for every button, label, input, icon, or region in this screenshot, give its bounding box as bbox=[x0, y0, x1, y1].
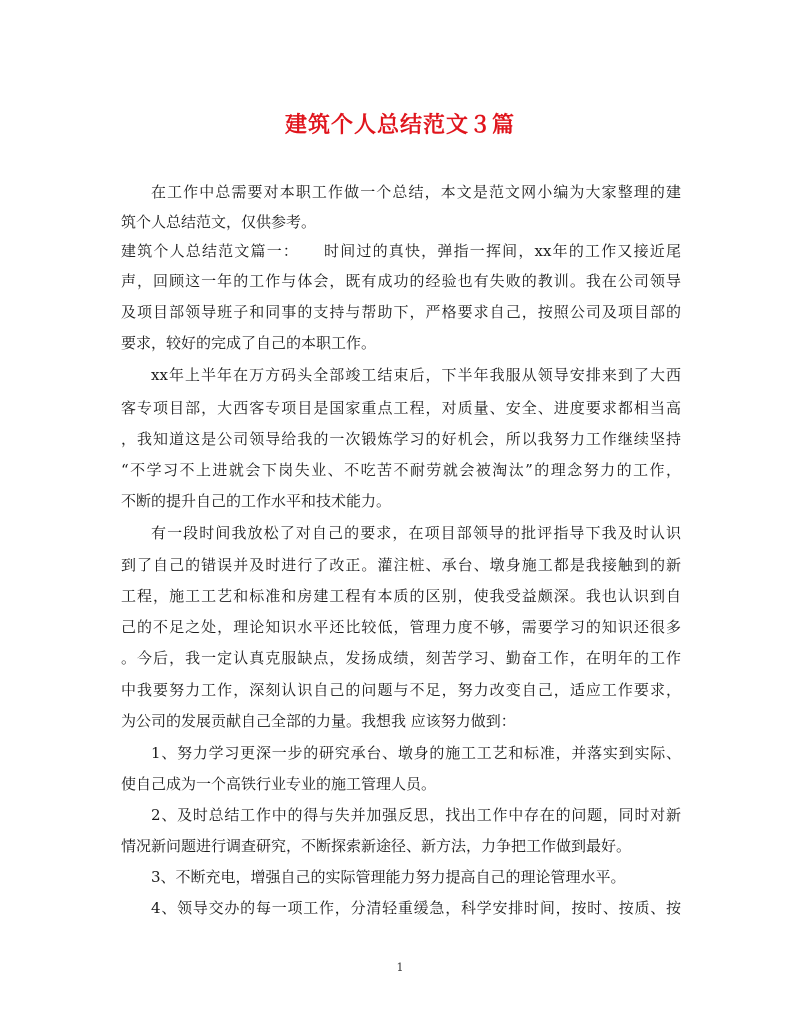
paragraph-line: ，我知道这是公司领导给我的一次锻炼学习的好机会，所以我努力工作继续坚持 bbox=[121, 430, 681, 448]
paragraph-line: 为公司的发展贡献自己全部的力量。我想我 应该努力做到： bbox=[121, 712, 516, 730]
paragraph-line: 。今后，我一定认真克服缺点，发扬成绩，刻苦学习、勤奋工作，在明年的工作 bbox=[121, 649, 681, 667]
paragraph-line: 到了自己的错误并及时进行了改正。灌注桩、承台、墩身施工都是我接触到的新 bbox=[121, 556, 681, 574]
paragraph-line: 声，回顾这一年的工作与体会，既有成功的经验也有失败的教训。我在公司领导 bbox=[121, 272, 681, 290]
paragraph-line: 中我要努力工作，深刻认识自己的问题与不足，努力改变自己，适应工作要求， bbox=[121, 681, 681, 699]
page-title: 建筑个人总结范文３篇 bbox=[284, 112, 515, 138]
paragraph-line: 在工作中总需要对本职工作做一个总结，本文是范文网小编为大家整理的建 bbox=[151, 183, 681, 201]
paragraph-line: 要求，较好的完成了自己的本职工作。 bbox=[121, 334, 377, 352]
paragraph-line: 筑个人总结范文，仅供参考。 bbox=[121, 213, 317, 231]
list-item-line: 1、努力学习更深一步的研究承台、墩身的施工工艺和标准，并落实到实际、 bbox=[151, 744, 681, 762]
list-item-line: 2、及时总结工作中的得与失并加强反思，找出工作中存在的问题，同时对新 bbox=[151, 806, 681, 824]
paragraph-line: 不断的提升自己的工作水平和技术能力。 bbox=[121, 492, 392, 510]
list-item-line: 3、不断充电，增强自己的实际管理能力努力提高自己的理论管理水平。 bbox=[151, 868, 626, 886]
paragraph-line: 有一段时间我放松了对自己的要求，在项目部领导的批评指导下我及时认识 bbox=[151, 524, 681, 542]
paragraph-line: xx年上半年在万方码头全部竣工结束后，下半年我服从领导安排来到了大西 bbox=[151, 366, 681, 384]
paragraph-line: 及项目部领导班子和同事的支持与帮助下，严格要求自己，按照公司及项目部的 bbox=[121, 303, 681, 321]
paragraph-line: 客专项目部，大西客专项目是国家重点工程，对质量、安全、进度要求都相当高 bbox=[121, 399, 681, 417]
paragraph-line: 建筑个人总结范文篇一： 时间过的真快，弹指一挥间，xx年的工作又接近尾 bbox=[121, 242, 681, 260]
paragraph-line: 工程，施工工艺和标准和房建工程有本质的区别，使我受益颇深。我也认识到自 bbox=[121, 587, 681, 605]
list-item-line: 使自己成为一个高铁行业专业的施工管理人员。 bbox=[121, 775, 437, 793]
paragraph-line: “不学习不上进就会下岗失业、不吃苦不耐劳就会被淘汰”的理念努力的工作， bbox=[121, 461, 681, 479]
page-number: 1 bbox=[396, 961, 404, 974]
list-item-line: 4、领导交办的每一项工作，分清轻重缓急，科学安排时间，按时、按质、按 bbox=[151, 899, 681, 917]
list-item-line: 情况新问题进行调查研究，不断探索新途径、新方法，力争把工作做到最好。 bbox=[121, 837, 632, 855]
paragraph-line: 己的不足之处，理论知识水平还比较低，管理力度不够，需要学习的知识还很多 bbox=[121, 618, 681, 636]
